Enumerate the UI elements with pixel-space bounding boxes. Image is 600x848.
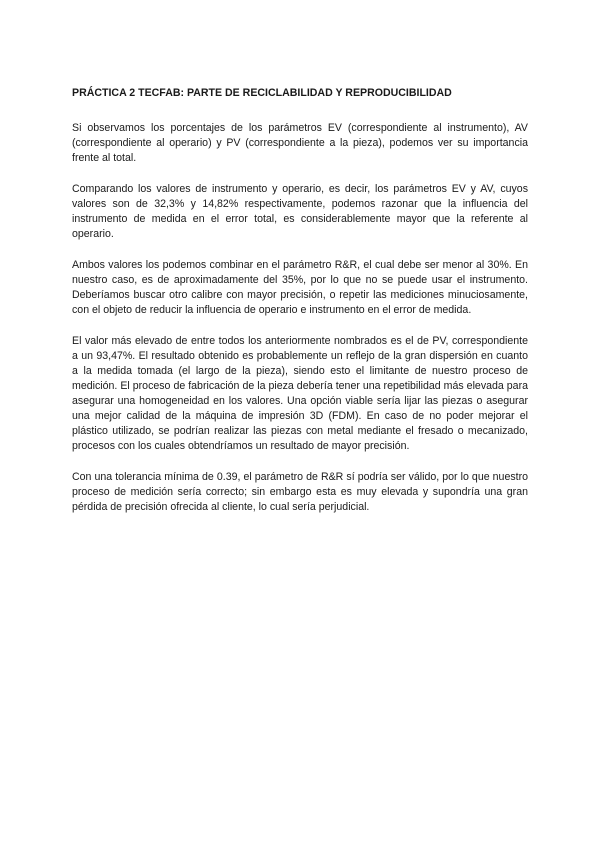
- document-title: PRÁCTICA 2 TECFAB: PARTE DE RECICLABILIDAD Y REPRODUCIBILIDAD: [72, 87, 452, 99]
- document-page: [72, 86, 528, 531]
- paragraph-intro: Si observamos los porcentajes de los parámetros EV (correspondiente al instrumento), AV (correspondiente al operario) y PV (correspondiente a la pieza), podemos ver su importancia frente al total.: [72, 122, 528, 164]
- paragraph-pv: El valor más elevado de entre todos los anteriormente nombrados es el de PV, correspondiente a un 93,47%. El resultado obtenido es probablemente un reflejo de la gran dispersión en cuanto a la medida tomada (el largo de la pieza), siendo esto el limitante de nuestro proceso de medición. El proceso de fabricación de la pieza debería tener una repetibilidad más elevada para asegurar una homogeneidad en los valores. Una opción viable sería lijar las piezas o asegurar una mejor calidad de la máquina de impresión 3D (FDM). En caso de no poder mejorar el plástico utilizado, se podrían realizar las piezas con metal mediante el fresado o mecanizado, procesos con los cuales obtendríamos un resultado de mayor precisión.: [72, 335, 528, 452]
- paragraph-ev-av-comparison: Comparando los valores de instrumento y operario, es decir, los parámetros EV y AV, cuyos valores son de 32,3% y 14,82% respectivamente, podemos razonar que la influencia del instrumento de medida en el error total, es considerablemente mayor que la referente al operario.: [72, 183, 528, 240]
- paragraph-rr: Ambos valores los podemos combinar en el parámetro R&R, el cual debe ser menor al 30%. En nuestro caso, es de aproximadamente del 35%, por lo que no se puede usar el instrumento. Deberíamos buscar otro calibre con mayor precisión, o repetir las mediciones minuciosamente, con el objeto de reducir la influencia de operario e instrumento en el error de medida.: [72, 259, 528, 316]
- paragraph-tolerance: Con una tolerancia mínima de 0.39, el parámetro de R&R sí podría ser válido, por lo que nuestro proceso de medición sería correcto; sin embargo esta es muy elevada y supondría una gran pérdida de precisión ofrecida al cliente, lo cual sería perjudicial.: [72, 471, 528, 513]
